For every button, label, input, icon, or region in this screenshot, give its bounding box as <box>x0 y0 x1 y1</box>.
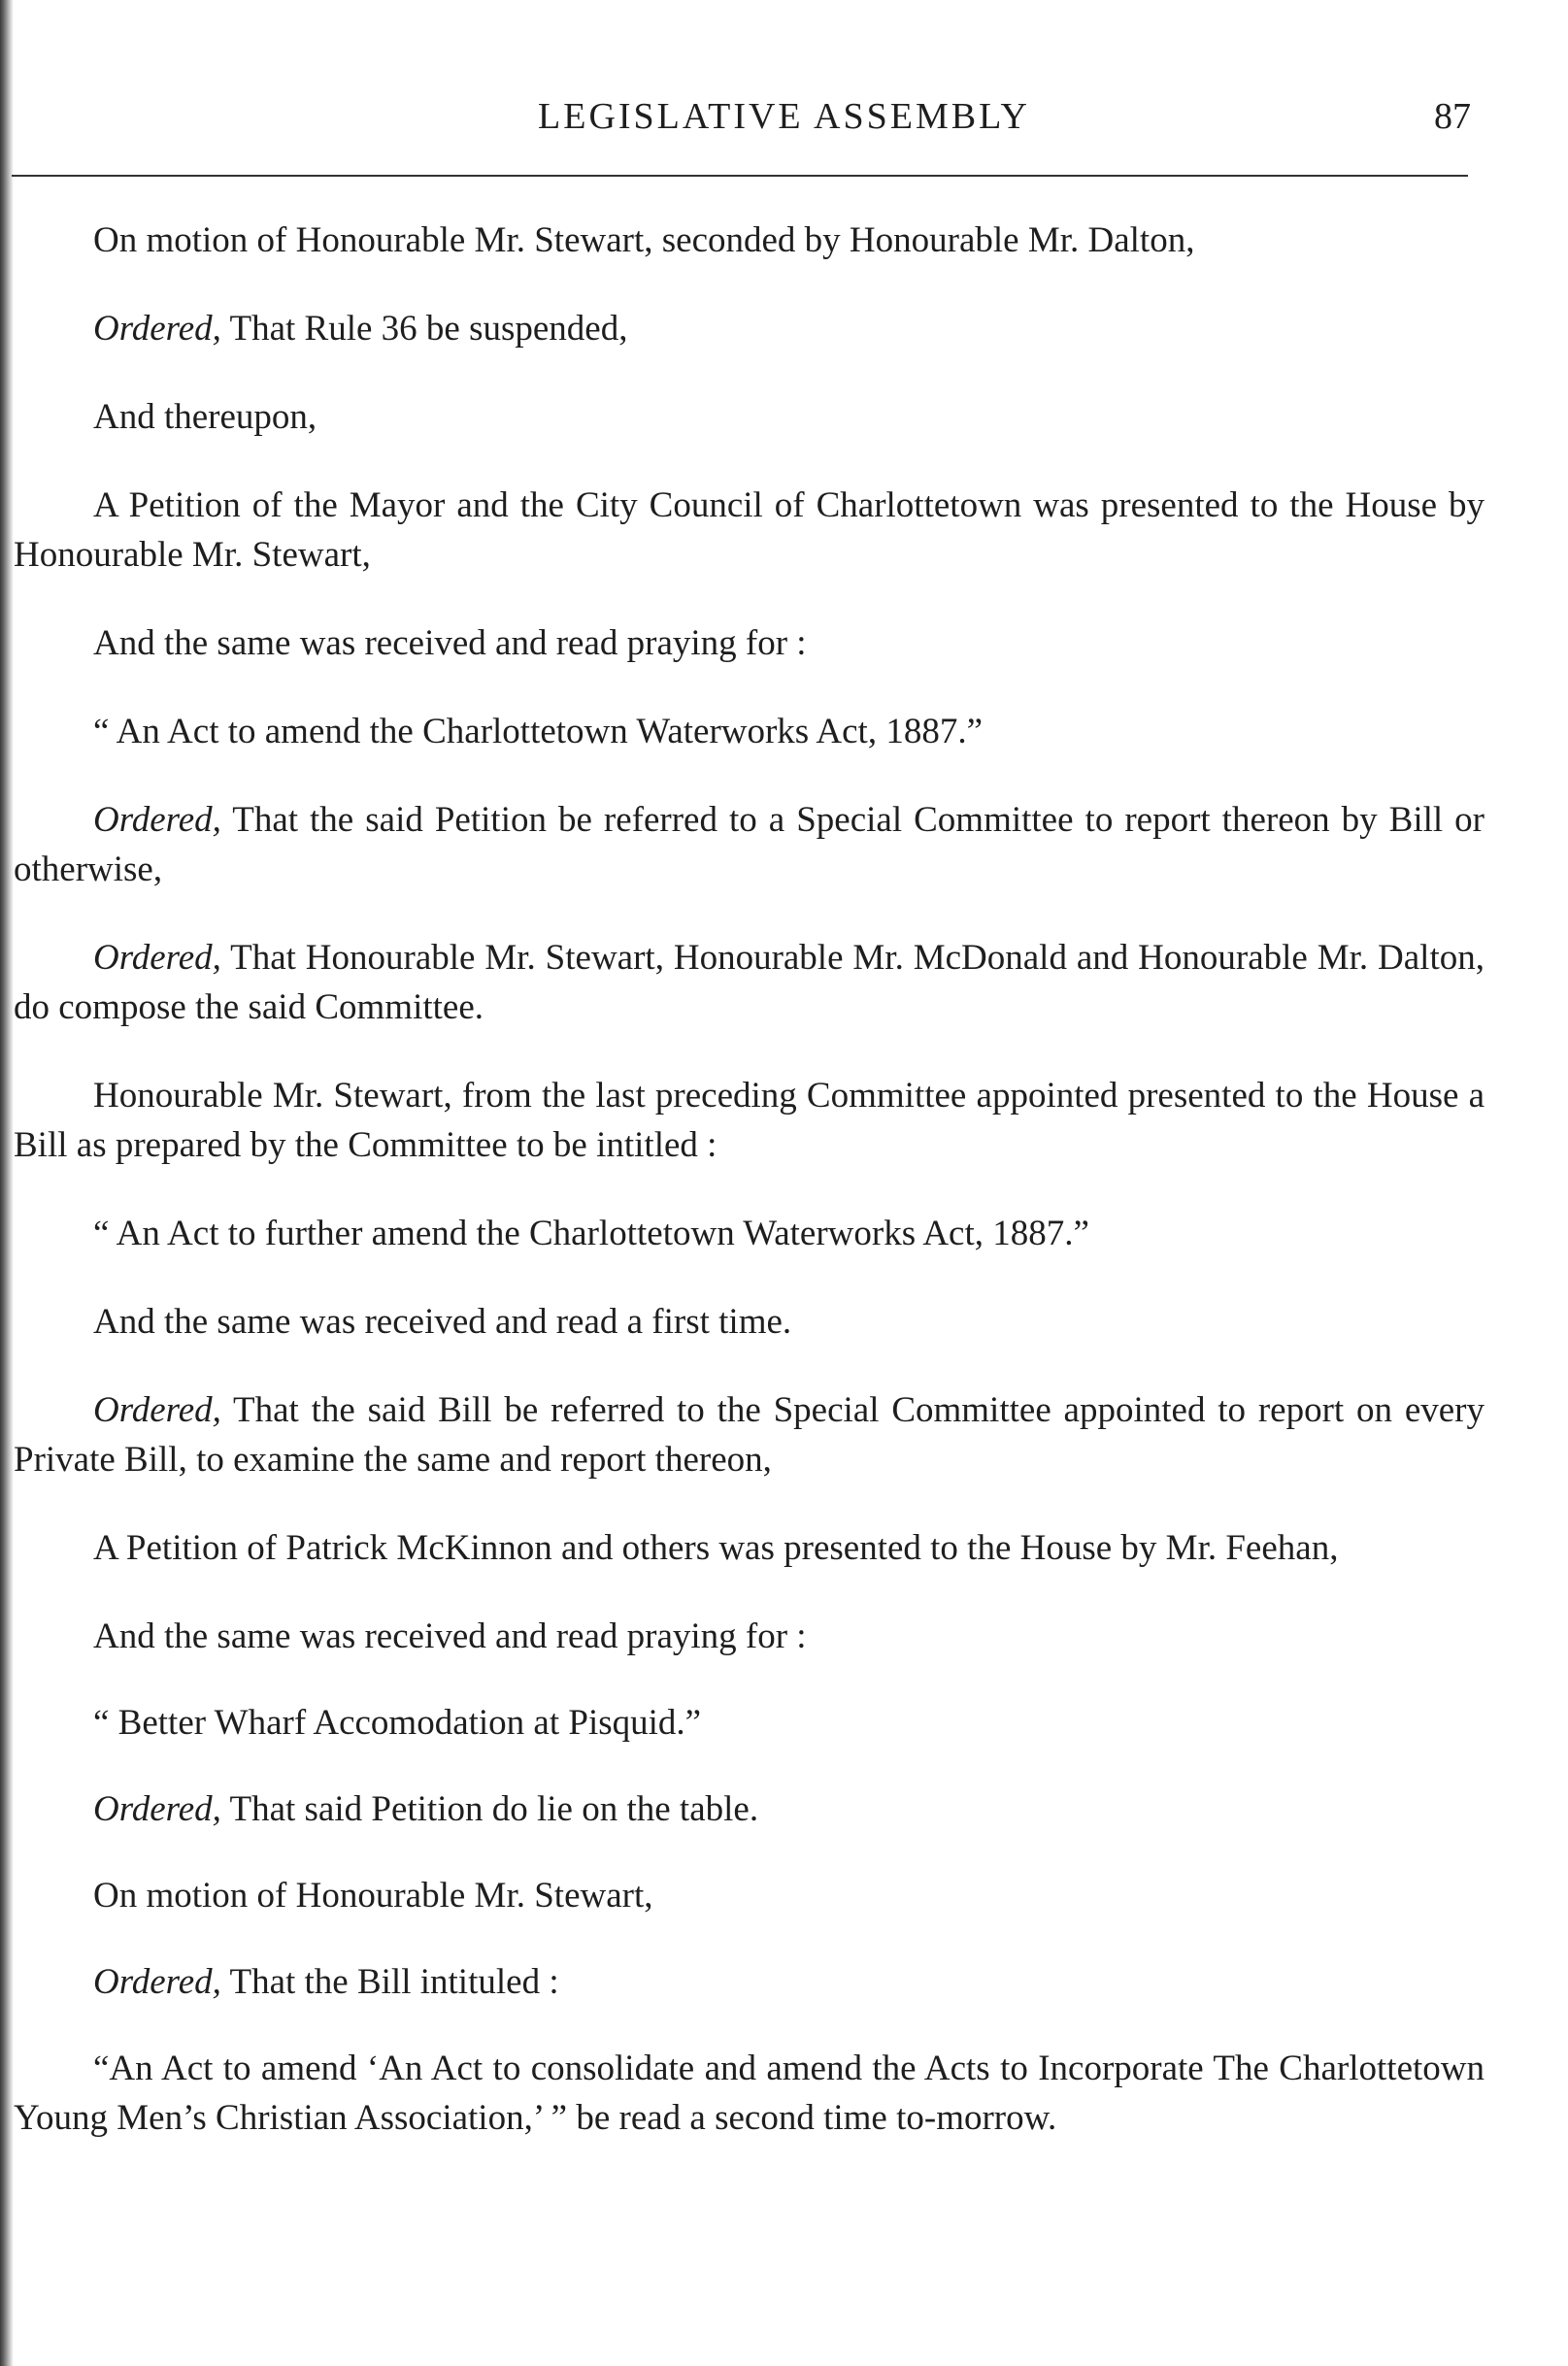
paragraph <box>14 1297 1485 1347</box>
paragraph-text: That said Petition do lie on the table. <box>229 1789 759 1829</box>
paragraph-text: Honourable Mr. Stewart, from the last preceding Committee appointed presented to the House a Bill as prepared by the Committee to be intitled : <box>14 1076 1485 1165</box>
page-header <box>0 85 1568 144</box>
paragraph-text: That Honourable Mr. Stewart, Honourable Mr. McDonald and Honourable Mr. Dalton, do compose the said Committee. <box>14 938 1485 1027</box>
paragraph-text: “An Act to amend ‘An Act to consolidate and amend the Acts to Incorporate The Charlottetown Young Men’s Christian Association,’ ” be read a second time to-morrow. <box>14 2049 1485 2138</box>
paragraph <box>14 2044 1485 2143</box>
paragraph-text: And the same was received and read a first time. <box>93 1302 792 1342</box>
paragraph-text: A Petition of Patrick McKinnon and others was presented to the House by Mr. Feehan, <box>93 1528 1339 1568</box>
paragraph <box>14 304 1485 353</box>
running-title: LEGISLATIVE ASSEMBLY <box>538 96 1030 137</box>
paragraph <box>14 1523 1485 1573</box>
paragraph-text: A Petition of the Mayor and the City Council of Charlottetown was presented to the House by Honourable Mr. Stewart, <box>14 485 1485 575</box>
paragraph-lead: Ordered, <box>93 309 221 349</box>
header-rule <box>12 175 1468 177</box>
page-binding-edge <box>0 0 14 2366</box>
paragraph <box>14 392 1485 442</box>
paragraph <box>14 1385 1485 1484</box>
paragraph-lead: Ordered, <box>93 1390 221 1430</box>
paragraph-text: And the same was received and read praying for : <box>93 623 807 663</box>
paragraph-text: “ An Act to amend the Charlottetown Waterworks Act, 1887.” <box>93 712 984 751</box>
paragraph <box>14 707 1485 756</box>
paragraph <box>14 933 1485 1032</box>
paragraph <box>14 1698 1485 1748</box>
paragraph <box>14 1209 1485 1258</box>
paragraph-text: On motion of Honourable Mr. Stewart, seconded by Honourable Mr. Dalton, <box>93 220 1195 260</box>
paragraph-lead: Ordered, <box>93 800 221 840</box>
paragraph-text: And the same was received and read praying for : <box>93 1616 807 1656</box>
page-body <box>14 216 1485 2180</box>
paragraph-text: That the Bill intituled : <box>229 1962 559 2002</box>
paragraph <box>14 1957 1485 2007</box>
paragraph <box>14 1871 1485 1920</box>
paragraph-lead: Ordered, <box>93 1962 221 2002</box>
page-number: 87 <box>1434 96 1471 137</box>
paragraph <box>14 1071 1485 1170</box>
paragraph <box>14 618 1485 668</box>
paragraph <box>14 1612 1485 1661</box>
paragraph-text: That Rule 36 be suspended, <box>229 309 628 349</box>
paragraph-lead: Ordered, <box>93 1789 221 1829</box>
paragraph <box>14 481 1485 580</box>
paragraph-text: And thereupon, <box>93 397 317 437</box>
paragraph-text: On motion of Honourable Mr. Stewart, <box>93 1876 653 1916</box>
paragraph-text: That the said Bill be referred to the Special Committee appointed to report on every Private Bill, to examine the same and report thereon, <box>14 1390 1485 1480</box>
paragraph-text: “ An Act to further amend the Charlottetown Waterworks Act, 1887.” <box>93 1214 1089 1253</box>
paragraph <box>14 216 1485 265</box>
paragraph <box>14 1784 1485 1834</box>
paragraph-text: That the said Petition be referred to a Special Committee to report thereon by Bill or otherwise, <box>14 800 1485 889</box>
paragraph-lead: Ordered, <box>93 938 221 978</box>
paragraph-text: “ Better Wharf Accomodation at Pisquid.” <box>93 1703 702 1743</box>
paragraph <box>14 795 1485 894</box>
